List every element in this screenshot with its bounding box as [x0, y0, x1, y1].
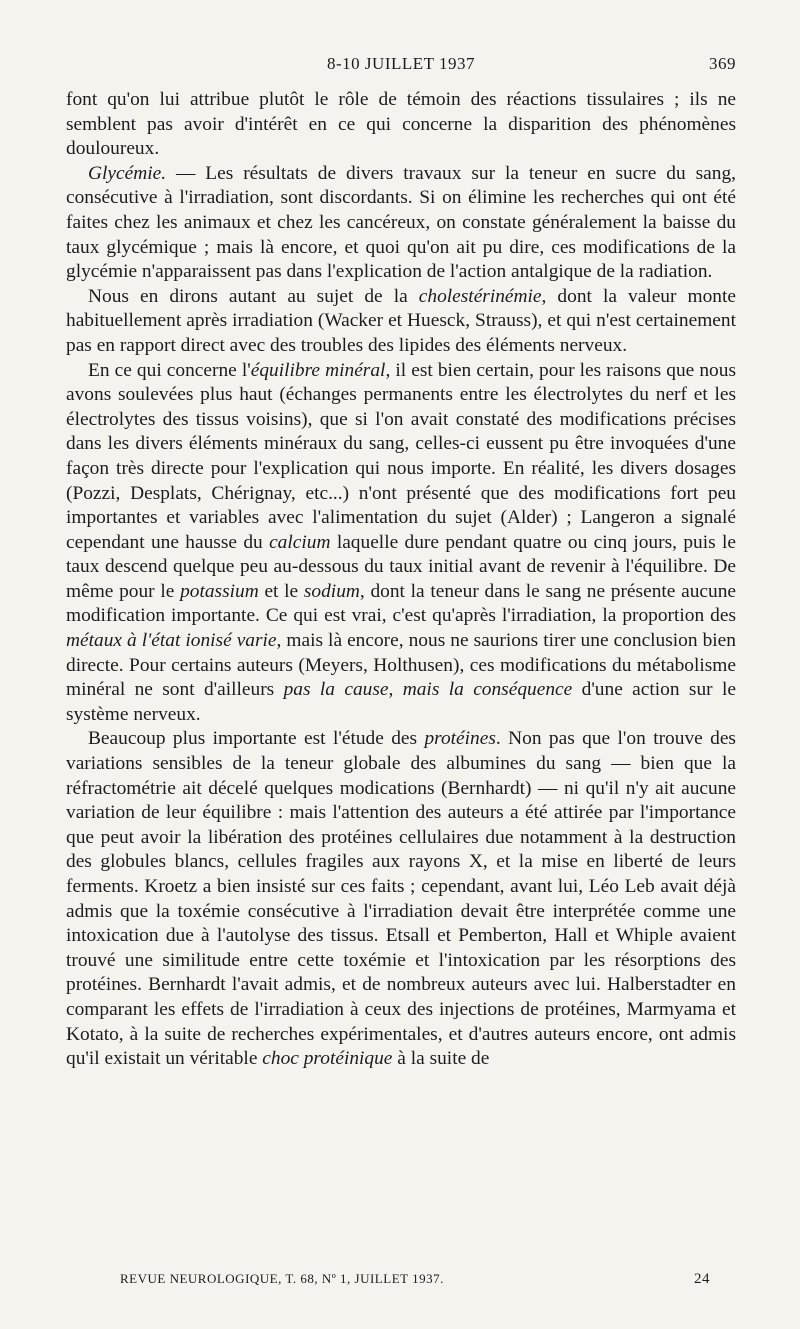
text-span: Beaucoup plus importante est l'étude des [88, 728, 425, 750]
italic-term: pas la cause [283, 679, 389, 701]
paragraph-glycemie [66, 162, 736, 285]
paragraph-glycemie-text: — Les résultats de divers travaux sur la teneur en sucre du sang, consécutive à l'irradiation, sont discordants. Si on élimine les recherches qui ont été faites chez les animaux et chez les cancéreux, on constate généralement la baisse du taux glycémique ; mais là encore, et quoi qu'on ait pu dire, ces modifications de la glycémie n'apparaissent pas dans l'explication de l'action antalgique de la radiation. [66, 162, 736, 283]
text-span: laquelle dure pendant quatre ou cinq jours, puis le taux descend quelque peu au-dessous du taux initial avant de revenir à l'équilibre. De même pour le [66, 531, 736, 602]
paragraph-equilibre-mineral [66, 359, 736, 728]
italic-term: mais la conséquence [402, 679, 573, 701]
text-span: , mais là encore, nous ne saurions tirer une conclusion bien directe. Pour certains auteurs (Meyers, Holthusen), ces modifications du métabolisme minéral ne sont d'ailleurs [66, 630, 736, 701]
text-span: En ce qui concerne l' [88, 359, 251, 381]
italic-term: choc protéinique [262, 1048, 393, 1070]
running-title: 8-10 JUILLET 1937 [327, 54, 475, 73]
paragraph-cholesterinemie [66, 285, 736, 359]
body-text [66, 88, 736, 1072]
page-header [66, 50, 736, 80]
text-span: Nous en dirons autant au sujet de la [88, 285, 419, 307]
text-span: , dont la teneur dans le sang ne présente aucune modification importante. Ce qui est vrai, c'est qu'après l'irradiation, la proportion des [66, 580, 737, 627]
journal-citation: REVUE NEUROLOGIQUE, T. 68, Nº 1, JUILLET 1937. [120, 1271, 444, 1286]
text-span: , [388, 679, 403, 701]
text-span: , dont la valeur monte habituellement après irradiation (Wacker et Huesck, Strauss), et qui n'est certainement pas en rapport direct avec des troubles des lipides des éléments nerveux. [66, 285, 736, 356]
italic-term: potassium [180, 580, 259, 602]
text-span: , il est bien certain, pour les raisons que nous avons soulevées plus haut (échanges permanents entre les électrolytes du nerf et les électrolytes des tissus voisins), que si l'on avait constaté des modifications précises dans les divers éléments minéraux du sang, celles-ci eussent pu être invoquées d'une façon très directe pour l'explication qui nous importe. En réalité, les divers dosages (Pozzi, Desplats, Chérignay, etc...) n'ont présenté que des modifications fort peu importantes et variables avec l'alimentation du sujet (Alder) ; Langeron a signalé cependant une hausse du [66, 359, 736, 553]
italic-term: calcium [269, 531, 331, 553]
italic-term: cholestérinémie [418, 285, 542, 307]
text-span: d'une action sur le système nerveux. [66, 679, 736, 725]
italic-term: équilibre minéral [250, 359, 386, 381]
italic-term: sodium [303, 580, 360, 602]
page-footer [120, 1271, 710, 1287]
paragraph-proteines [66, 727, 736, 1071]
signature-mark: 24 [694, 1271, 710, 1287]
italic-term: métaux à l'état ionisé varie [66, 630, 277, 652]
section-title-glycemie: Glycémie. [88, 162, 167, 184]
italic-term: protéines [424, 728, 496, 750]
text-span: . Non pas que l'on trouve des variations sensibles de la teneur globale des albumines du sang — bien que la réfractométrie ait décelé quelques modications (Bernhardt) — ni qu'il n'y ait aucune variation de leur équilibre : mais l'attention des auteurs a été attirée par l'importance que peut avoir la libération des protéines cellulaires due notamment à la destruction des globules blancs, cellules fragiles aux rayons X, et la mise en liberté de leurs ferments. Kroetz a bien insisté sur ces faits ; cependant, avant lui, Léo Leb avait déjà admis que la toxémie consécutive à l'irradiation devait être interprétée comme une intoxication due à l'autolyse des tissus. Etsall et Pemberton, Hall et Whiple avaient trouvé une similitude entre cette toxémie et l'intoxication par les résorptions des protéines. Bernhardt l'avait admis, et de nombreux auteurs avec lui. Halberstadter en comparant les effets de l'irradiation à ceux des injections de protéines, Marmyama et Kotato, à la suite de recherches expérimentales, et d'autres auteurs encore, ont admis qu'il existait un véritable [66, 728, 736, 1070]
text-span: et le [258, 580, 304, 602]
page-number: 369 [709, 54, 736, 73]
paragraph-1-text: font qu'on lui attribue plutôt le rôle de témoin des réactions tissulaires ; ils ne semblent pas avoir d'intérêt en ce qui concerne la disparition des phénomènes douloureux. [66, 89, 736, 160]
text-span: à la suite de [392, 1048, 490, 1070]
paragraph-1 [66, 88, 736, 162]
